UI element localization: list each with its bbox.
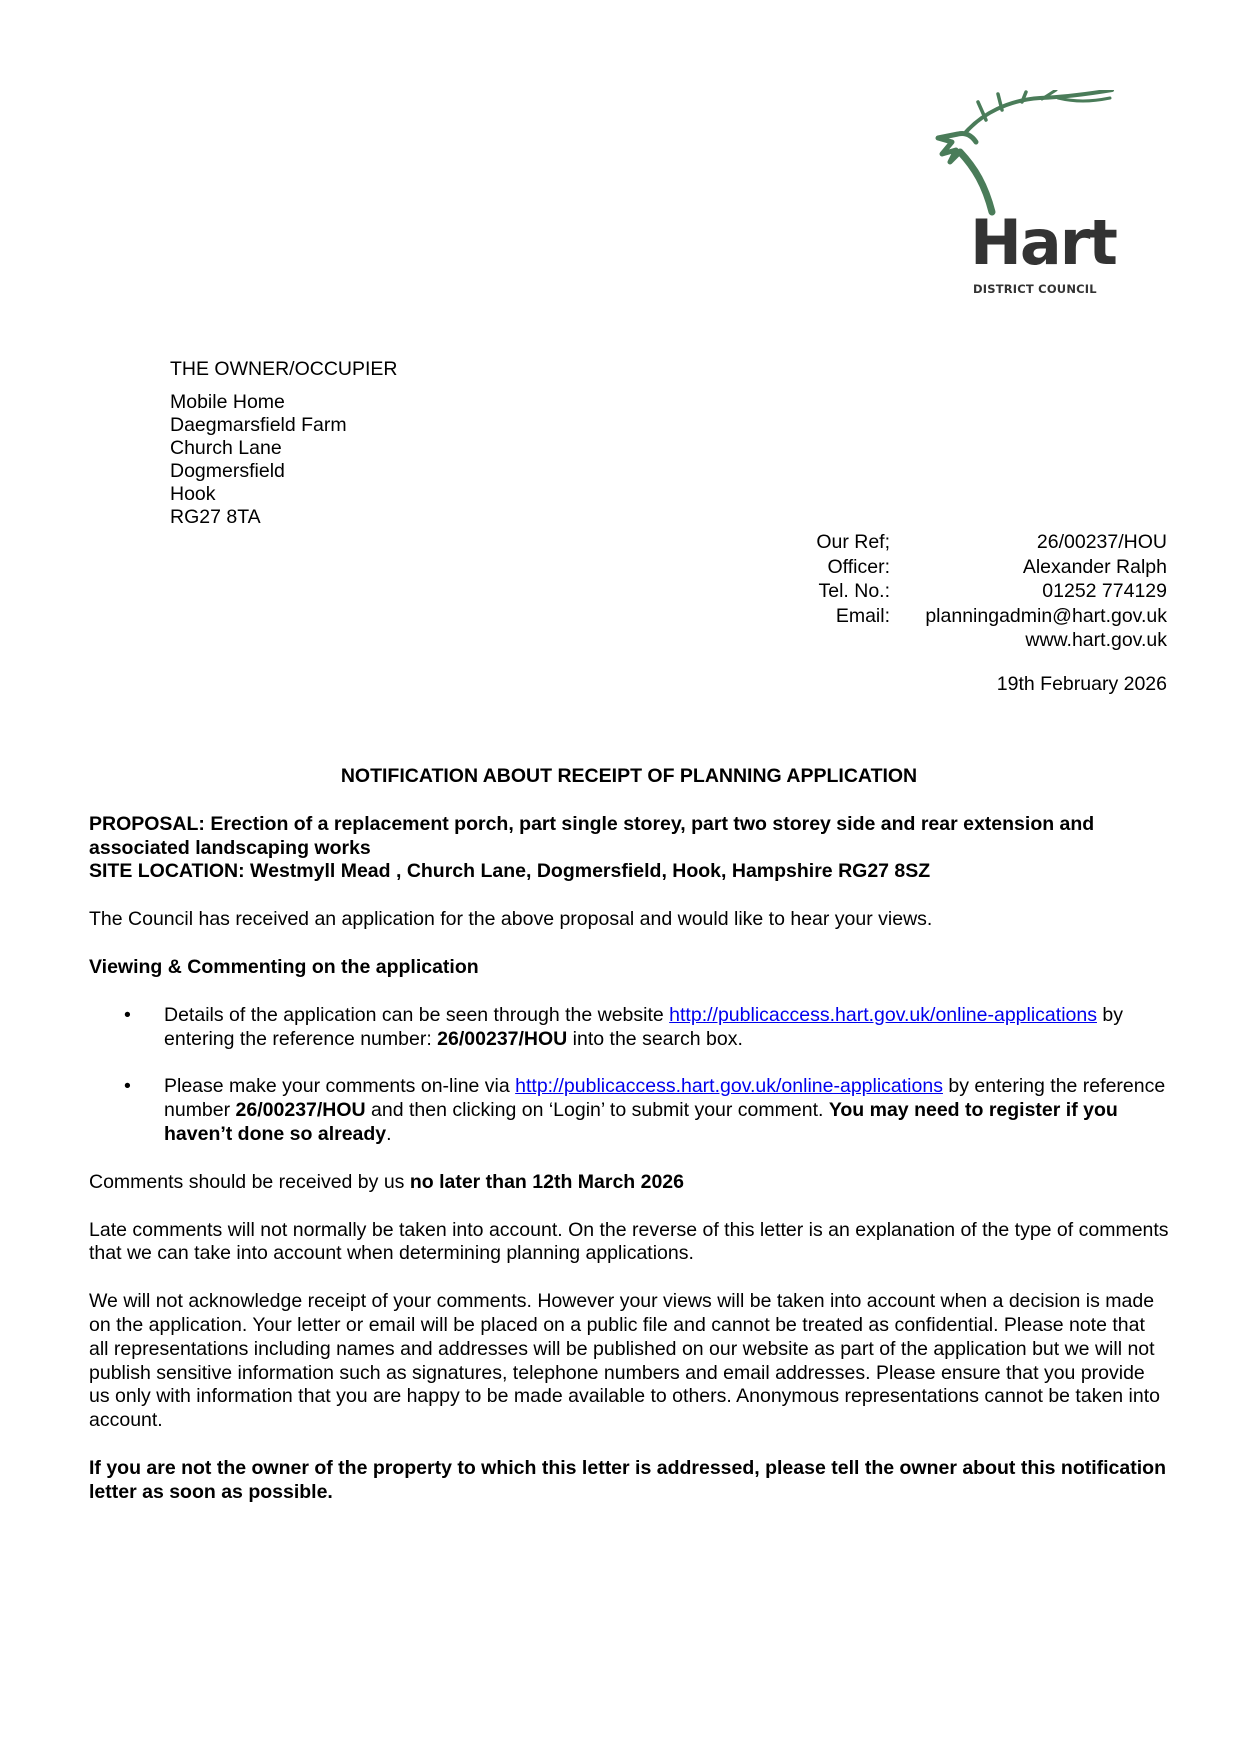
- owner-notice: If you are not the owner of the property to which this letter is addressed, please tell the owner about this notification letter as soon as possible.: [89, 1456, 1166, 1503]
- viewing-heading: Viewing & Commenting on the application: [89, 955, 479, 978]
- council-logo: [930, 90, 1155, 305]
- reference-row: [780, 628, 1167, 653]
- address-line: Mobile Home: [170, 391, 285, 413]
- site-location-text: SITE LOCATION: Westmyll Mead , Church Lane, Dogmersfield, Hook, Hampshire RG27 8SZ: [89, 860, 931, 883]
- bullet-icon: •: [124, 1075, 131, 1098]
- address-line: Church Lane: [170, 437, 282, 459]
- address-line: Daegmarsfield Farm: [170, 414, 347, 436]
- reference-number: 26/00237/HOU: [437, 1027, 568, 1050]
- instructions-list: [89, 1004, 1169, 1147]
- privacy-paragraph: We will not acknowledge receipt of your comments. However your views will be taken into account when a decision is made on the application. Your letter or email will be placed on a public file and cannot be treated as confidential. Please note that all representations including names and addresses will be published on our website as part of the application but we will not publish sensitive information such as signatures, telephone numbers and email addresses. Please ensure that you provide us only with information that you are happy to be made available to others. Anonymous representations cannot be taken into account.: [89, 1290, 1160, 1432]
- letter-date: 19th February 2026: [996, 673, 1167, 695]
- recipient-address: [170, 391, 398, 529]
- reference-row: [780, 555, 1167, 580]
- address-line: Hook: [170, 483, 216, 505]
- reference-row: [780, 604, 1167, 629]
- logo-wordmark: Hart: [970, 206, 1116, 279]
- deadline-paragraph: Comments should be received by us no later than 12th March 2026: [89, 1170, 684, 1193]
- reference-number: 26/00237/HOU: [235, 1099, 366, 1122]
- recipient-salutation: THE OWNER/OCCUPIER: [170, 358, 398, 380]
- list-item: • Please make your comments on-line via http://publicaccess.hart.gov.uk/online-applications by entering the reference number 26/00237/HOU and then clicking on ‘Login’ to submit your comment. You may need to register if you haven’t done so already.: [124, 1075, 1166, 1145]
- our-ref-label: Our Ref;: [816, 531, 890, 553]
- address-line: Dogmersfield: [170, 460, 285, 482]
- public-access-link[interactable]: http://publicaccess.hart.gov.uk/online-applications: [515, 1075, 943, 1098]
- letter-heading: NOTIFICATION ABOUT RECEIPT OF PLANNING APPLICATION: [340, 765, 918, 787]
- late-comments-paragraph: Late comments will not normally be taken into account. On the reverse of this letter is an explanation of the type of comments that we can take into account when determining planning applications.: [89, 1218, 1169, 1265]
- reference-row: [780, 579, 1167, 604]
- deer-antler-icon: [930, 90, 1155, 220]
- address-line: RG27 8TA: [170, 506, 261, 528]
- proposal-block: [89, 813, 1169, 884]
- letter-body: [89, 765, 1169, 1529]
- recipient-block: [170, 358, 398, 529]
- intro-paragraph: The Council has received an application for the above proposal and would like to hear your views.: [89, 908, 933, 931]
- reference-block: [780, 530, 1167, 653]
- deadline-date: no later than 12th March 2026: [409, 1170, 684, 1193]
- tel-label: Tel. No.:: [818, 580, 890, 602]
- our-ref-value: 26/00237/HOU: [1036, 531, 1167, 553]
- proposal-text: PROPOSAL: Erection of a replacement porch, part single storey, part two storey side and rear extension and associated landscaping works: [89, 812, 1095, 859]
- reference-table: [780, 530, 1167, 653]
- tel-value: 01252 774129: [1042, 580, 1167, 602]
- email-label: Email:: [835, 604, 890, 627]
- register-notice: You may need to register if you haven’t done so already: [164, 1099, 1118, 1145]
- email-value: planningadmin@hart.gov.uk: [925, 604, 1167, 627]
- officer-value: Alexander Ralph: [1022, 555, 1167, 578]
- website-value: www.hart.gov.uk: [1025, 629, 1167, 651]
- officer-label: Officer:: [827, 555, 890, 578]
- reference-row: [780, 530, 1167, 555]
- public-access-link[interactable]: http://publicaccess.hart.gov.uk/online-applications: [669, 1003, 1097, 1026]
- list-item: • Details of the application can be seen through the website http://publicaccess.hart.gov.uk/online-applications by entering the reference number: 26/00237/HOU into the search box.: [124, 1003, 1123, 1050]
- bullet-icon: •: [124, 1003, 131, 1026]
- logo-subtitle: DISTRICT COUNCIL: [973, 282, 1097, 296]
